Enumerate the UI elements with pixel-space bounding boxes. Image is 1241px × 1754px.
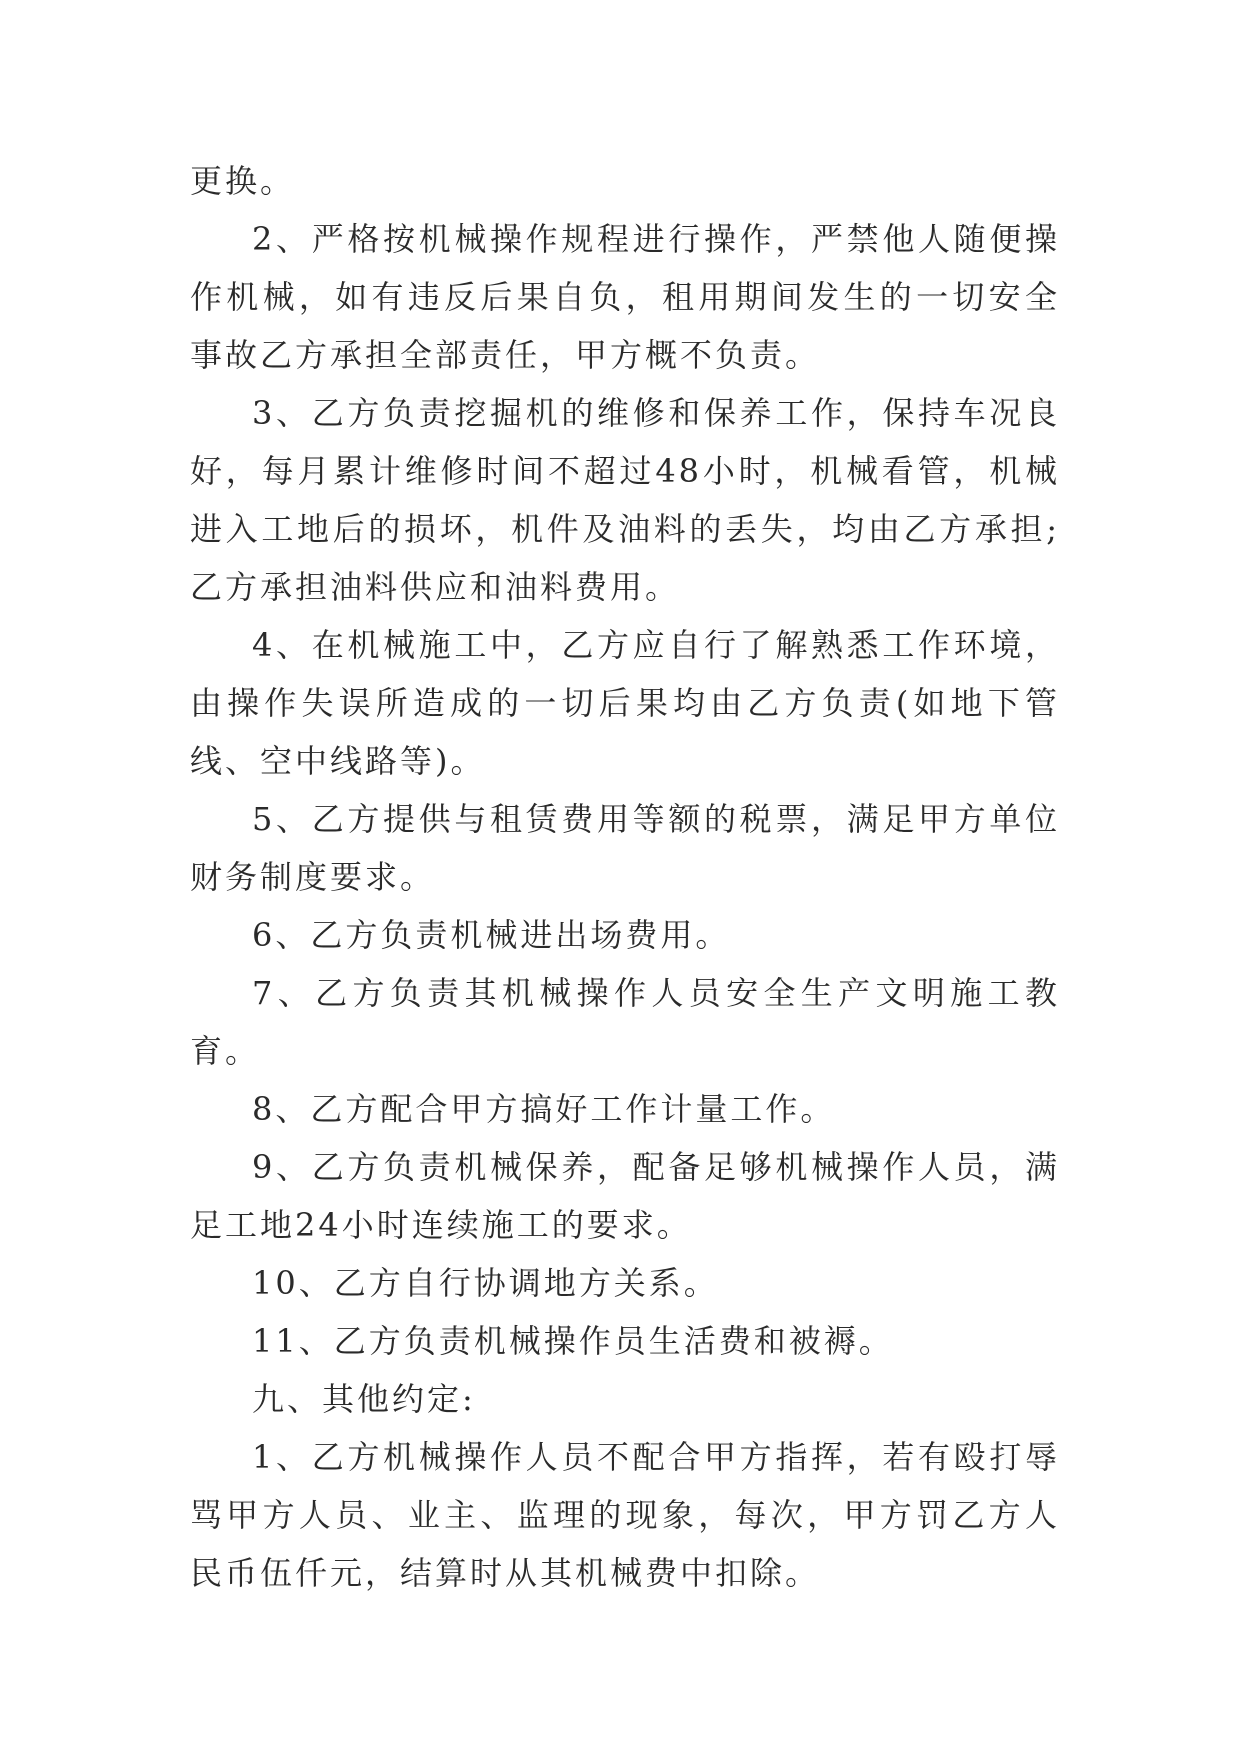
- paragraph-item-9: 9、乙方负责机械保养，配备足够机械操作人员，满足工地24小时连续施工的要求。: [190, 1148, 1060, 1244]
- paragraph-item-6: 6、乙方负责机械进出场费用。: [252, 916, 731, 954]
- paragraph-item-2: 2、严格按机械操作规程进行操作，严禁他人随便操作机械，如有违反后果自负，租用期间发生的一切安全事故乙方承担全部责任，甲方概不负责。: [190, 220, 1060, 374]
- paragraph-item-4: 4、在机械施工中，乙方应自行了解熟悉工作环境，由操作失误所造成的一切后果均由乙方负责(如地下管线、空中线路等)。: [190, 626, 1060, 780]
- paragraph-other-item-1: 1、乙方机械操作人员不配合甲方指挥，若有殴打辱骂甲方人员、业主、监理的现象，每次，甲方罚乙方人民币伍仟元，结算时从其机械费中扣除。: [190, 1438, 1060, 1592]
- paragraph-item-11: 11、乙方负责机械操作员生活费和被褥。: [252, 1322, 894, 1360]
- paragraph-item-3: 3、乙方负责挖掘机的维修和保养工作，保持车况良好，每月累计维修时间不超过48小时，机械看管，机械进入工地后的损坏，机件及油料的丢失，均由乙方承担;乙方承担油料供应和油料费用。: [190, 394, 1060, 606]
- paragraph-item-8: 8、乙方配合甲方搞好工作计量工作。: [252, 1090, 836, 1128]
- document-body: [190, 152, 1060, 1602]
- paragraph-item-5: 5、乙方提供与租赁费用等额的税票，满足甲方单位财务制度要求。: [190, 800, 1060, 896]
- section-heading-other-agreements: 九、其他约定:: [252, 1380, 476, 1418]
- paragraph-continuation: 更换。: [190, 162, 296, 200]
- paragraph-item-10: 10、乙方自行协调地方关系。: [252, 1264, 719, 1302]
- paragraph-item-7: 7、乙方负责其机械操作人员安全生产文明施工教育。: [190, 974, 1060, 1070]
